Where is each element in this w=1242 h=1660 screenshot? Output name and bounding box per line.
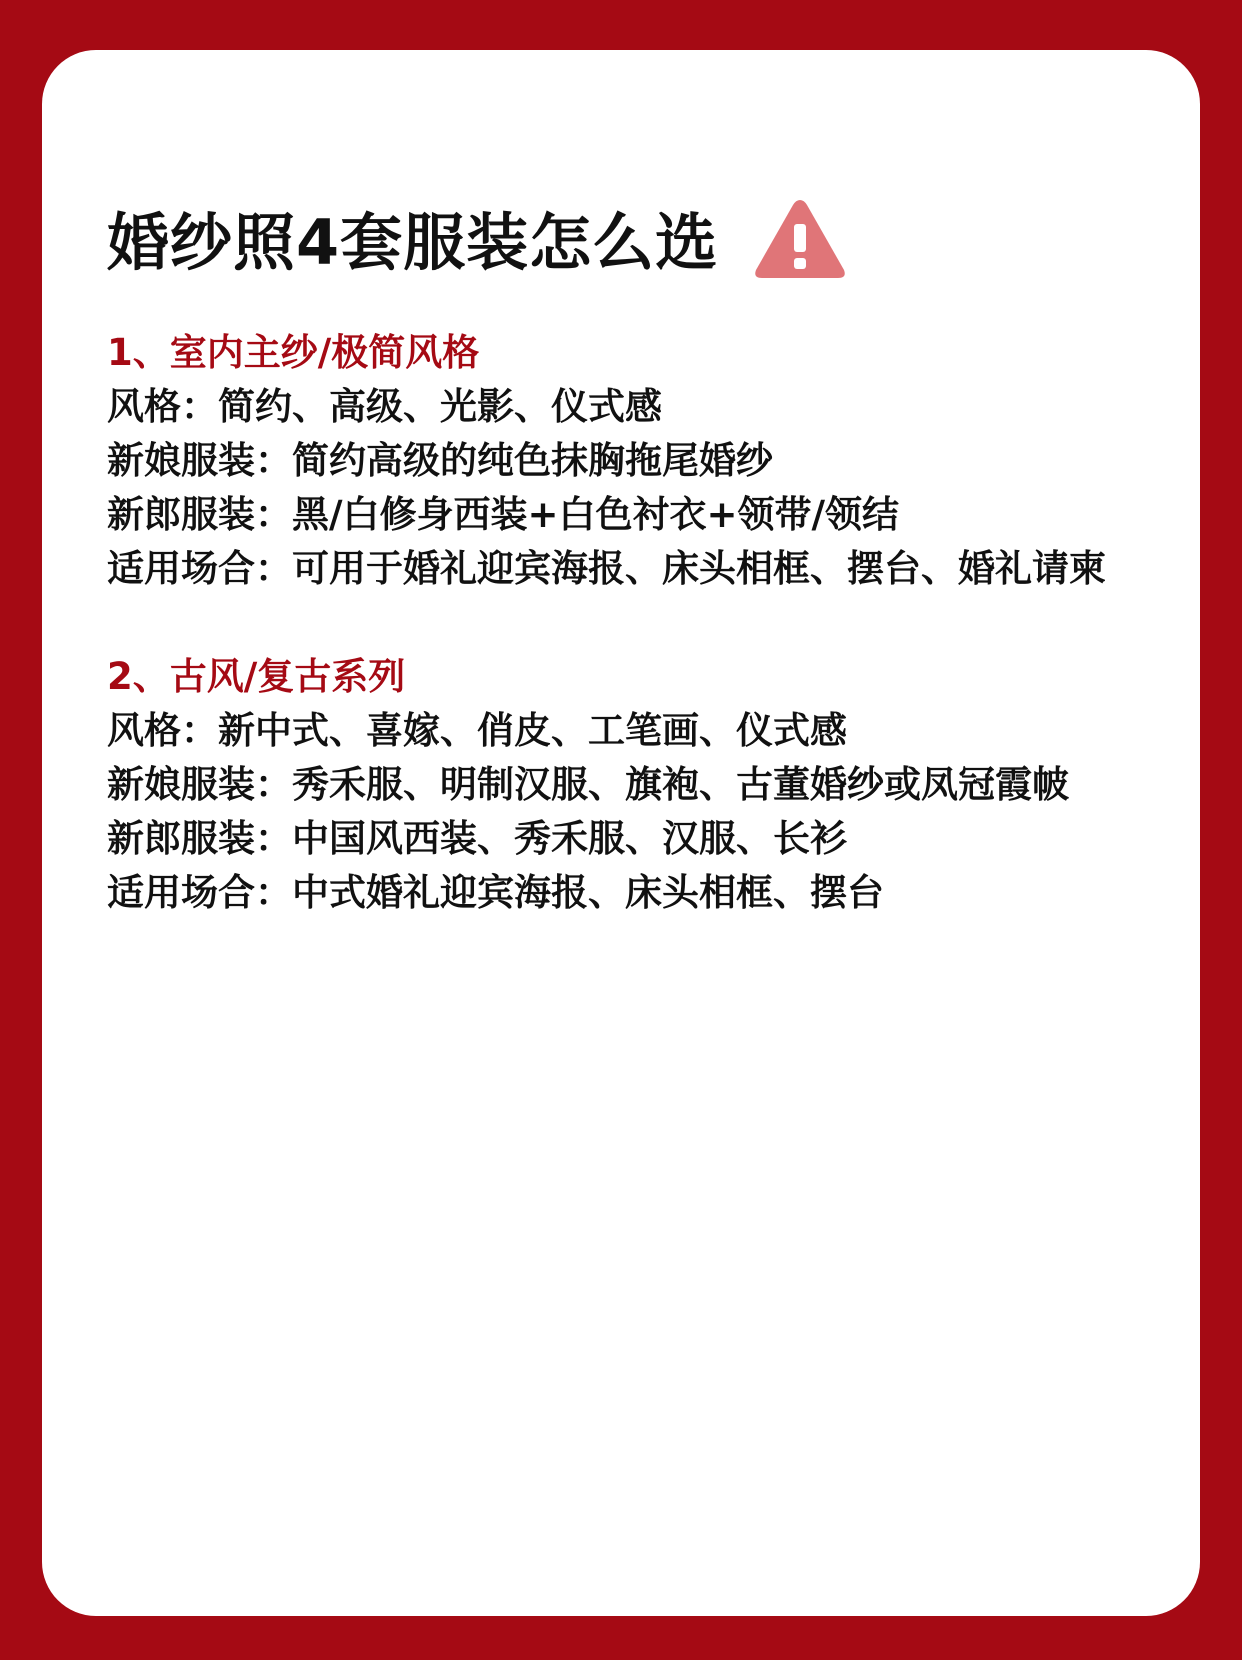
content-card xyxy=(42,50,1200,1616)
bride-outfit-line: 新娘服装：简约高级的纯色抹胸拖尾婚纱 xyxy=(107,439,773,482)
page-title: 婚纱照4套服装怎么选 xyxy=(107,205,719,279)
section-heading: 1、室内主纱/极简风格 xyxy=(107,331,480,374)
section-2 xyxy=(107,650,1167,920)
bride-outfit-line: 新娘服装：秀禾服、明制汉服、旗袍、古董婚纱或凤冠霞帔 xyxy=(107,763,1069,806)
section-heading: 2、古风/复古系列 xyxy=(107,655,406,698)
section-1 xyxy=(107,326,1167,596)
usage-line: 适用场合：可用于婚礼迎宾海报、床头相框、摆台、婚礼请柬 xyxy=(107,547,1106,590)
groom-outfit-line: 新郎服装：中国风西装、秀禾服、汉服、长衫 xyxy=(107,817,847,860)
content-body xyxy=(107,326,1167,974)
style-line: 风格：简约、高级、光影、仪式感 xyxy=(107,385,662,428)
usage-line: 适用场合：中式婚礼迎宾海报、床头相框、摆台 xyxy=(107,871,884,914)
groom-outfit-line: 新郎服装：黑/白修身西装+白色衬衣+领带/领结 xyxy=(107,493,900,536)
warning-triangle-icon xyxy=(752,194,848,284)
title-row xyxy=(107,190,848,284)
style-line: 风格：新中式、喜嫁、俏皮、工笔画、仪式感 xyxy=(107,709,847,752)
